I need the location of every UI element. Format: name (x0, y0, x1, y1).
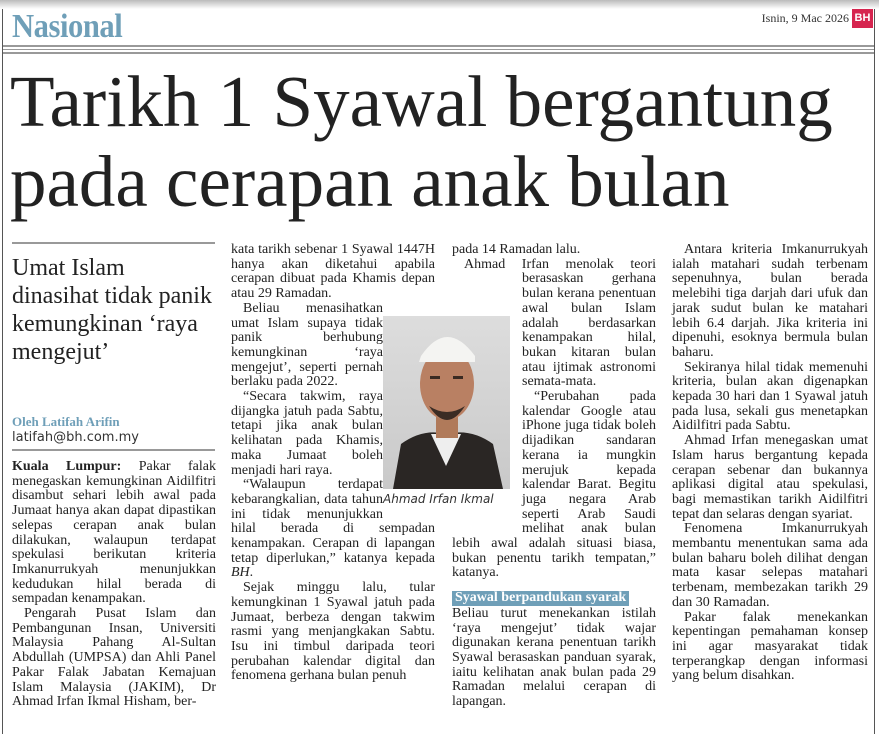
bh-logo: BH (852, 9, 873, 28)
paragraph: Fenomena Imkanurrukyah membantu menentukan sama ada bulan baharu boleh dilihat dengan mata kasar selepas matahari terbenam, membezakan tarikh 29 dan 30 Ramadan. (672, 521, 868, 610)
section-title: Nasional (12, 8, 123, 45)
paragraph: kata tarikh sebenar 1 Syawal 1447H hanya akan diketahui apabila cerapan dibuat pada Khamis depan atau 29 Ramadan. (231, 242, 435, 302)
headline: Tarikh 1 Syawal bergantung pada cerapan anak bulan (10, 61, 833, 222)
author-email[interactable]: latifah@bh.com.my (12, 430, 139, 445)
subheadline: Umat Islam dinasihat tidak panik kemungkinan ‘raya mengejut’ (12, 255, 212, 365)
paragraph: “Secara takwim, raya dijangka jatuh pada Sabtu, tetapi jika anak bulan kelihatan pada Khamis, maka Jumaat boleh menjadi hari raya. (231, 389, 383, 478)
paragraph-text: “Walaupun terdapat kebarangkalian, data tahun ini tidak menunjukkan hilal berada di sempadan kenampakan. Cerapan di lapangan tetap diperlukan,” katanya kepada (231, 477, 435, 566)
paragraph: Ahmad Irfan menegaskan umat Islam harus bergantung kepada cerapan sebenar dan bukannya aplikasi digital atau spekulasi, bagi memastikan tarikh Aidilfitri tepat dan selaras dengan syariat. (672, 433, 868, 522)
paragraph: Sekiranya hilal tidak memenuhi kriteria, bulan akan digenapkan kepada 30 hari dan 1 Syawal jatuh pada lusa, sekali gus menetapkan Aidilfitri pada Sabtu. (672, 359, 868, 434)
paragraph-text: . (249, 565, 254, 581)
photo-caption: Ahmad Irfan Ikmal (383, 492, 494, 506)
left-border (2, 9, 3, 734)
issue-date: Isnin, 9 Mac 2026 (761, 11, 849, 25)
paragraph: Sejak minggu lalu, tular kemungkinan 1 Syawal jatuh pada Jumaat, berbeza dengan takwim rasmi yang menjangkakan Sabtu. Isu ini timbul daripada teori perubahan kalendar digital dan fenomena gerhana bulan penuh (231, 580, 435, 684)
paragraph: Antara kriteria Imkanurrukyah ialah matahari sudah terbenam sepenuhnya, bulan berada melebihi tiga darjah dari ufuk dan jarak sudut bulan ke matahari lebih 6.4 darjah. Jika kriteria ini dipenuhi, esoknya bermula bulan baharu. (672, 242, 868, 360)
header-rules (3, 45, 874, 54)
paragraph: Pengarah Pusat Islam dan Pembangunan Insan, Universiti Malaysia Pahang Al-Sultan Abdullah (UMPSA) dan Ahli Panel Pakar Falak Jabatan Kemajuan Islam Malaysia (JAKIM), Dr Ahmad Irfan Ikmal Hisham, ber- (12, 606, 216, 710)
divider (12, 449, 215, 451)
paragraph: Beliau menasihatkan umat Islam supaya tidak panik berhubung kemungkinan ‘raya mengejut’, seperti pernah berlaku pada 2022. (231, 300, 383, 390)
crosshead: Syawal berpandukan syarak (452, 591, 629, 606)
article-column-4 (672, 243, 868, 684)
divider (12, 242, 215, 244)
paragraph: Ahmad Irfan menolak teori berasaskan gerhana bulan kerana penentuan awal bulan Islam adalah berdasarkan kenampakan hilal, bukan kitaran bulan atau ijtimak astronomi semata-mata. (464, 256, 656, 390)
dateline: Kuala Lumpur: (12, 459, 122, 474)
paragraph: “Perubahan pada kalendar Google atau iPhone juga tidak boleh dijadikan sandaran kerana ia mungkin merujuk kepada kalendar Barat. Begitu juga negara Arab seperti Arab Saudi melihat anak bulan lebih awal adalah situasi biasa, bukan penentu tarikh tempatan,” katanya. (452, 389, 656, 581)
paragraph: pada 14 Ramadan lalu. (452, 242, 581, 257)
paragraph-text: BH (231, 565, 250, 581)
paragraph (12, 460, 216, 607)
paragraph-text: Pakar falak menegaskan kemungkinan Aidilfitri disambut sehari lebih awal pada Jumaat hanya akan dapat dipastikan selepas cerapan anak bulan dilakukan, walaupun terdapat spekulasi berikutan kriteria Imkanurrukyah menunjukkan kedudukan hilal berada di sempadan kenampakan. (12, 459, 217, 607)
top-edge (0, 0, 879, 9)
byline: Oleh Latifah Arifin (12, 414, 120, 429)
article-column-3 (452, 243, 656, 710)
paragraph: Pakar falak menekankan kepentingan pemahaman konsep ini agar masyarakat tidak terperangkap dengan informasi yang belum disahkan. (672, 609, 868, 684)
paragraph: Beliau turut menekankan istilah ‘raya mengejut’ tidak wajar digunakan kerana penentuan tarikh Syawal berasaskan panduan syarak, iaitu kelihatan anak bulan pada 29 Ramadan melalui cerapan di lapangan. (452, 605, 656, 710)
article-column-1 (12, 460, 216, 710)
